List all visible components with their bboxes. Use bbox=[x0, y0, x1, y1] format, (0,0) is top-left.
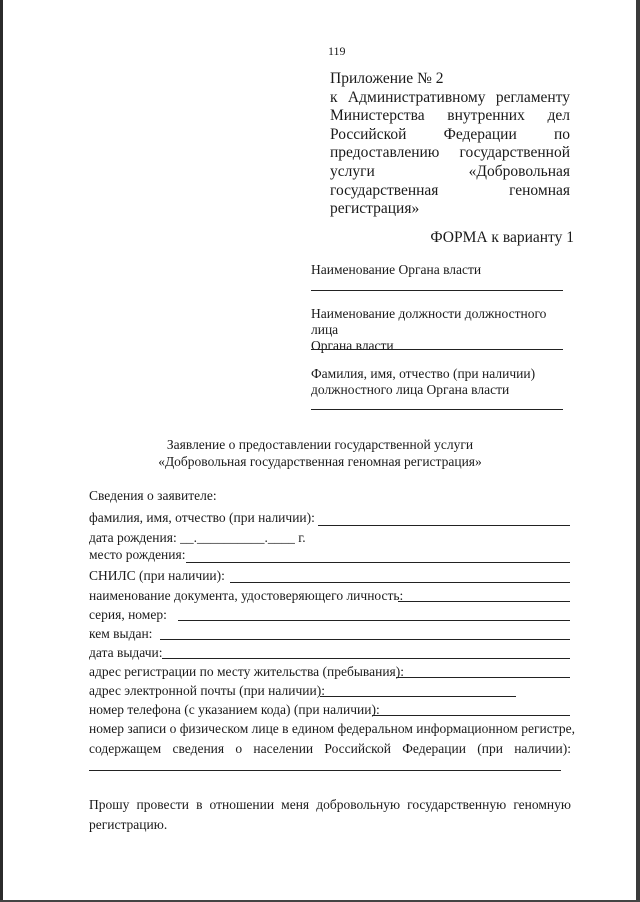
statement-title-line: Заявление о предоставлении государственной услуги bbox=[166, 437, 474, 452]
official-position-field[interactable] bbox=[311, 349, 563, 350]
series-number-label: серия, номер: bbox=[89, 607, 167, 622]
phone-label: номер телефона (с указанием кода) (при наличии): bbox=[89, 702, 380, 717]
reg-address-field[interactable] bbox=[396, 677, 570, 678]
fio-field[interactable] bbox=[318, 525, 570, 526]
issued-by-label: кем выдан: bbox=[89, 626, 153, 641]
appendix-line: услуги «Добровольная bbox=[330, 162, 570, 180]
issued-by-field[interactable] bbox=[160, 639, 570, 640]
email-field[interactable] bbox=[320, 696, 516, 697]
appendix-line: Российской Федерации по bbox=[330, 125, 570, 143]
official-position-label bbox=[311, 306, 571, 354]
official-fio-field[interactable] bbox=[311, 409, 563, 410]
birth-place-label: место рождения: bbox=[89, 547, 186, 562]
appendix-line: к Административному регламенту bbox=[330, 88, 570, 106]
official-position-line: Наименование должности должностного лица bbox=[311, 306, 547, 337]
snils-label: СНИЛС (при наличии): bbox=[89, 568, 225, 583]
official-position-line: Органа власти bbox=[311, 338, 394, 353]
request-line: регистрацию. bbox=[89, 817, 168, 832]
statement-title bbox=[0, 436, 640, 470]
statement-title-line: «Добровольная государственная геномная регистрация» bbox=[158, 454, 482, 469]
appendix-line: предоставлению государственной bbox=[330, 144, 570, 162]
authority-name-field[interactable] bbox=[311, 290, 563, 291]
appendix-title: Приложение № 2 bbox=[330, 70, 444, 87]
register-record-line: содержащем сведения о населении Российской Федерации (при наличии): bbox=[89, 741, 571, 756]
phone-field[interactable] bbox=[372, 715, 570, 716]
form-variant-label: ФОРМА к варианту 1 bbox=[430, 229, 574, 246]
register-record-field[interactable] bbox=[89, 770, 561, 771]
page-number: 119 bbox=[328, 44, 346, 58]
reg-address-label: адрес регистрации по месту жительства (пребывания): bbox=[89, 664, 405, 679]
issue-date-field[interactable] bbox=[162, 658, 570, 659]
applicant-heading: Сведения о заявителе: bbox=[89, 488, 217, 503]
official-fio-line: должностного лица Органа власти bbox=[311, 382, 510, 397]
birth-date-field[interactable]: дата рождения: __.__________.____ г. bbox=[89, 530, 306, 545]
request-line: Прошу провести в отношении меня добровольную государственную геномную bbox=[89, 797, 571, 812]
fio-label: фамилия, имя, отчество (при наличии): bbox=[89, 510, 315, 525]
appendix-line: регистрация» bbox=[330, 200, 420, 218]
authority-name-label: Наименование Органа власти bbox=[311, 262, 482, 277]
appendix-line: Министерства внутренних дел bbox=[330, 107, 570, 125]
official-fio-label bbox=[311, 366, 571, 398]
doc-name-field[interactable] bbox=[398, 601, 570, 602]
series-number-field[interactable] bbox=[178, 620, 570, 621]
official-fio-line: Фамилия, имя, отчество (при наличии) bbox=[311, 366, 536, 381]
appendix-header bbox=[330, 70, 570, 219]
email-label: адрес электронной почты (при наличии): bbox=[89, 683, 325, 698]
snils-field[interactable] bbox=[230, 582, 570, 583]
birth-place-field[interactable] bbox=[186, 562, 570, 563]
register-record-line: номер записи о физическом лице в едином федеральном информационном регистре, bbox=[89, 721, 575, 736]
appendix-line: государственная геномная bbox=[330, 181, 570, 199]
issue-date-label: дата выдачи: bbox=[89, 645, 163, 660]
doc-name-label: наименование документа, удостоверяющего личность: bbox=[89, 588, 404, 603]
